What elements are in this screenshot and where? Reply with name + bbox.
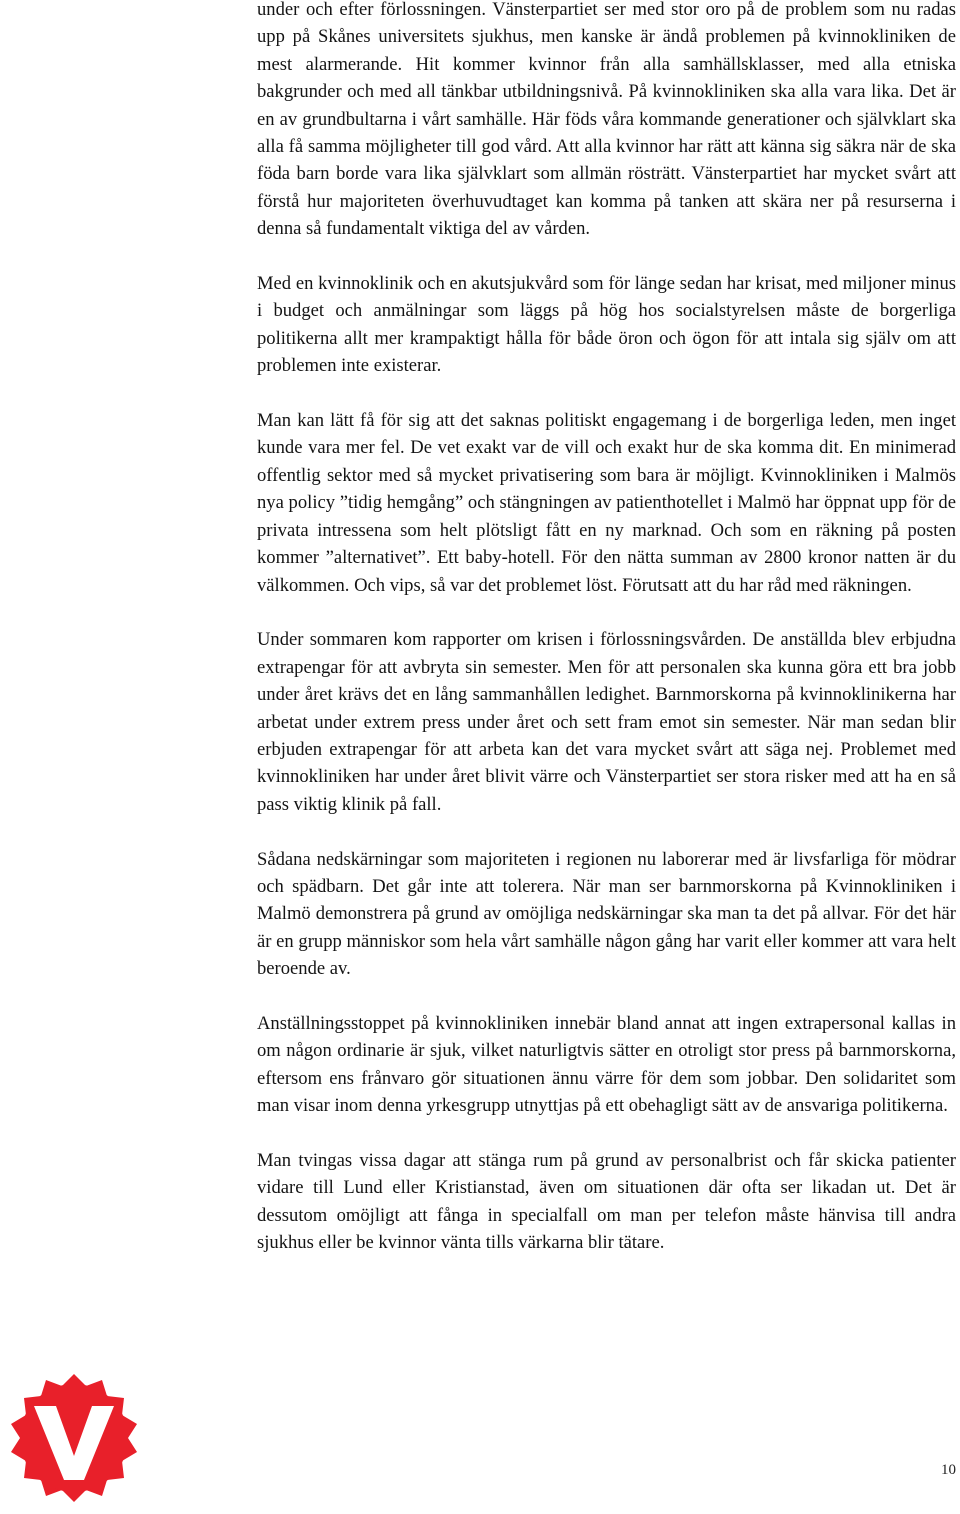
paragraph-7: Man tvingas vissa dagar att stänga rum på grund av personalbrist och får skicka patienter vidare till Lund eller Kristianstad, även om situationen där ofta ser likadan ut. Det är dessutom omöjligt att fånga in specialfall om man per telefon måste hänvisa till andra sjukhus eller be kvinnor vänta tills värkarna blir tätare.	[257, 1149, 956, 1254]
page-number: 10	[941, 1462, 956, 1478]
paragraph-5: Sådana nedskärningar som majoriteten i regionen nu laborerar med är livsfarliga för mödrar och spädbarn. Det går inte att tolerera. När man ser barnmorskorna på Kvinnokliniken i Malmö demonstrera på grund av omöjliga nedskärningar ska man ta det på allvar. För det här är en grupp människor som hela vårt samhälle någon gång har varit eller kommer att vara helt beroende av.	[257, 848, 956, 980]
paragraph-6: Anställningsstoppet på kvinnokliniken innebär bland annat att ingen extrapersonal kallas in om någon ordinarie är sjuk, vilket naturligtvis sätter en otroligt stor press på barnmorskorna, eftersom ens frånvaro gör situationen ännu värre för dem som jobbar. Den solidaritet som man visar inom denna yrkesgrupp utnyttjas på ett obehagligt sätt av de ansvariga politikerna.	[257, 1012, 956, 1117]
v-party-logo-icon	[4, 1368, 144, 1508]
paragraph-3: Man kan lätt få för sig att det saknas politiskt engagemang i de borgerliga leden, men inget kunde vara mer fel. De vet exakt var de vill och exakt hur de ska komma dit. En minimerad offentlig sektor med så mycket privatisering som bara är möjligt. Kvinnokliniken i Malmös nya policy ”tidig hemgång” och stängningen av patienthotellet i Malmö har öppnat upp för de privata intressena som helt plötsligt fått en ny marknad. Och som en räkning på posten kommer ”alternativet”. Ett baby-hotell. För den nätta summan av 2800 kronor natten är du välkommen. Och vips, så var det problemet löst. Förutsatt att du har råd med räkningen.	[257, 410, 956, 596]
paragraph-2: Med en kvinnoklinik och en akutsjukvård som för länge sedan har krisat, med miljoner minus i budget och anmälningar som läggs på hög hos socialstyrelsen måste de borgerliga politikerna allt mer krampaktigt hålla för både öron och ögon för att intala sig själv om att problemen inte existerar.	[257, 273, 956, 377]
document-body	[257, 0, 956, 1257]
paragraph-4: Under sommaren kom rapporter om krisen i förlossningsvården. De anställda blev erbjudna extrapengar för att avbryta sin semester. Men för att personalen ska kunna göra ett bra jobb under året krävs det en lång sammanhållen ledighet. Barnmorskorna på kvinnoklinikerna har arbetat under extrem press under året och sett fram emot sin semester. När man sedan blir erbjuden extrapengar för att arbeta kan det vara mycket svårt att säga nej. Problemet med kvinnokliniken har under året blivit värre och Vänsterpartiet ser stora risker med att ha en så pass viktig klinik på fall.	[257, 629, 956, 815]
paragraph-1: under och efter förlossningen. Vänsterpartiet ser med stor oro på de problem som nu radas upp på Skånes universitets sjukhus, men kanske är ändå problemen på kvinnokliniken de mest alarmerande. Hit kommer kvinnor från alla samhällsklasser, med alla etniska bakgrunder och med all tänkbar utbildningsnivå. På kvinnokliniken ska alla vara lika. Det är en av grundbultarna i vårt samhälle. Här föds våra kommande generationer och självklart ska alla få samma möjligheter till god vård. Att alla kvinnor har rätt att känna sig säkra när de ska föda barn borde vara lika självklart som allmän rösträtt. Vänsterpartiet har mycket svårt att förstå hur majoriteten överhuvudtaget kan komma på tanken att skära ner på resurserna i denna så fundamentalt viktiga del av vården.	[257, 0, 956, 240]
